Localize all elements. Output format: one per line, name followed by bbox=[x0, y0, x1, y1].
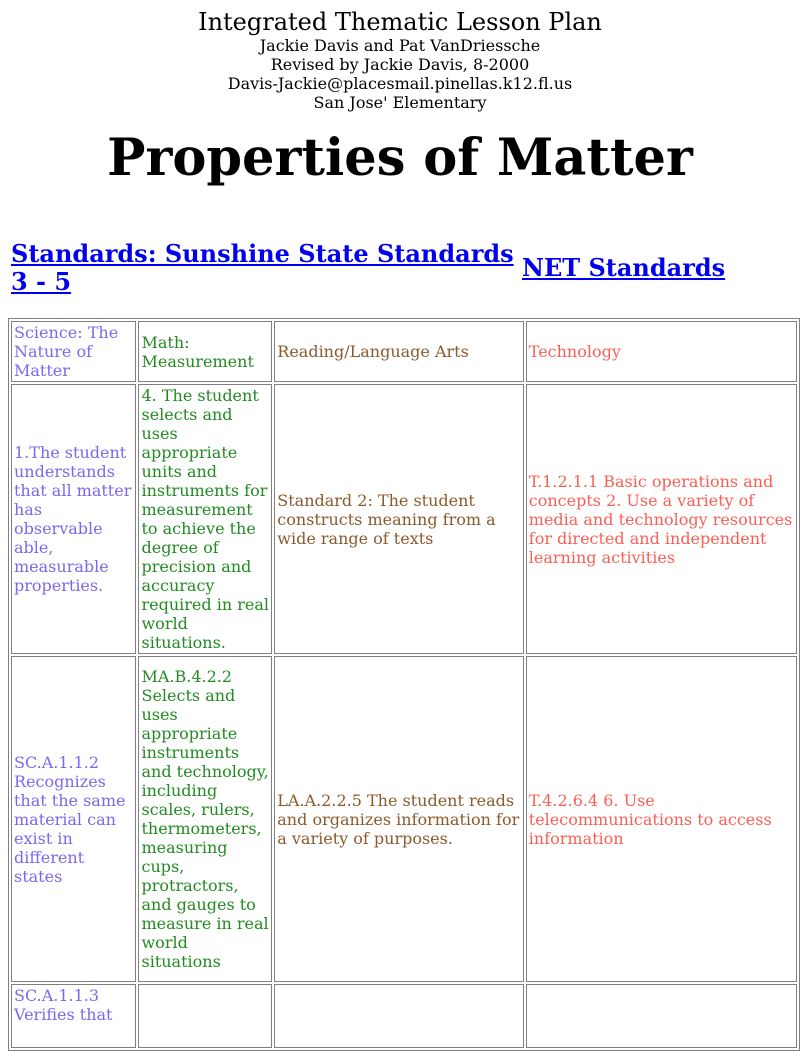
page-title: Properties of Matter bbox=[107, 128, 693, 188]
net-standards-link[interactable]: NET Standards bbox=[522, 253, 726, 282]
revision-note: Revised by Jackie Davis, 8-2000 bbox=[270, 55, 530, 74]
authors: Jackie Davis and Pat VanDriessche bbox=[259, 36, 541, 55]
cell-reading bbox=[274, 984, 524, 1048]
cell-science: 1.The student understands that all matter has observable able, measurable properties. bbox=[11, 384, 136, 654]
school-name: San Jose' Elementary bbox=[313, 93, 487, 112]
standards-table bbox=[8, 318, 800, 1051]
cell-technology: T.1.2.1.1 Basic operations and concepts 2. Use a variety of media and technology resources for directed and independent learning activities bbox=[526, 384, 797, 654]
cell-technology bbox=[526, 984, 797, 1048]
page-header bbox=[0, 8, 800, 188]
table-row bbox=[11, 984, 797, 1048]
header-math: Math: Measurement bbox=[138, 321, 272, 382]
cell-science: SC.A.1.1.3 Verifies that bbox=[11, 984, 136, 1048]
header-science: Science: The Nature of Matter bbox=[11, 321, 136, 382]
table-row bbox=[11, 656, 797, 982]
author-email: Davis-Jackie@placesmail.pinellas.k12.fl.us bbox=[227, 74, 573, 93]
header-reading: Reading/Language Arts bbox=[274, 321, 524, 382]
cell-science: SC.A.1.1.2 Recognizes that the same material can exist in different states bbox=[11, 656, 136, 982]
cell-math: MA.B.4.2.2 Selects and uses appropriate instruments and technology, including scales, rulers, thermometers, measuring cups, protractors, and gauges to measure in real world situations bbox=[138, 656, 272, 982]
sunshine-standards-link[interactable]: Standards: Sunshine State Standards 3 - 5 bbox=[11, 239, 514, 296]
header-technology: Technology bbox=[526, 321, 797, 382]
table-header-row bbox=[11, 321, 797, 382]
cell-math: 4. The student selects and uses appropriate units and instruments for measurement to achieve the degree of precision and accuracy required in real world situations. bbox=[138, 384, 272, 654]
table-row bbox=[11, 384, 797, 654]
cell-math bbox=[138, 984, 272, 1048]
standards-links bbox=[0, 240, 800, 296]
cell-reading: LA.A.2.2.5 The student reads and organizes information for a variety of purposes. bbox=[274, 656, 524, 982]
lesson-plan-title: Integrated Thematic Lesson Plan bbox=[198, 8, 602, 36]
cell-reading: Standard 2: The student constructs meaning from a wide range of texts bbox=[274, 384, 524, 654]
cell-technology: T.4.2.6.4 6. Use telecommunications to access information bbox=[526, 656, 797, 982]
